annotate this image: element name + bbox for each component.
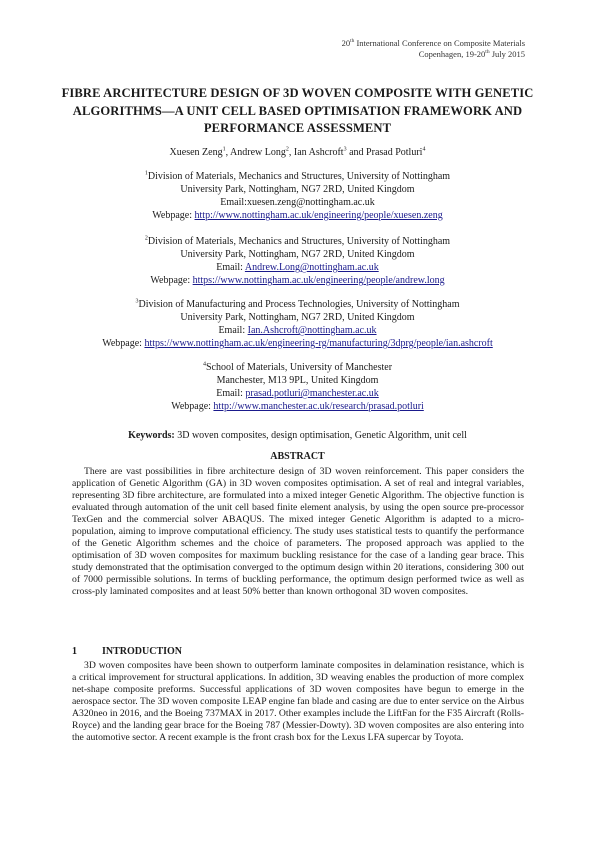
affiliation-email-line xyxy=(40,261,555,274)
affiliation-division xyxy=(40,361,555,374)
affiliation-block xyxy=(40,235,555,287)
webpage-label: Webpage: xyxy=(152,210,195,221)
abstract-heading: ABSTRACT xyxy=(270,451,325,462)
affiliation-division-text: School of Materials, University of Manchester xyxy=(205,362,393,373)
email-link[interactable]: prasad.potluri@manchester.ac.uk xyxy=(245,388,379,399)
author-affiliation-mark: 1 xyxy=(222,146,226,153)
affiliation-division xyxy=(40,298,555,311)
affiliation-division-text: Division of Materials, Mechanics and Structures, University of Nottingham xyxy=(147,171,451,182)
author-name: Ian Ashcroft xyxy=(293,147,344,158)
affiliation-webpage-line xyxy=(40,400,555,413)
location-dates: Copenhagen, 19-20 xyxy=(418,49,486,59)
affiliation-address: University Park, Nottingham, NG7 2RD, United Kingdom xyxy=(180,312,415,323)
section-title: INTRODUCTION xyxy=(102,646,183,657)
author-affiliation-mark: 4 xyxy=(422,146,426,153)
affiliation-division-text: Division of Materials, Mechanics and Structures, University of Nottingham xyxy=(147,236,451,247)
affiliation-email-line xyxy=(40,324,555,337)
running-header xyxy=(342,38,525,60)
keywords-text: 3D woven composites, design optimisation, Genetic Algorithm, unit cell xyxy=(174,430,467,441)
conference-name-line xyxy=(342,38,525,49)
email-link[interactable]: Ian.Ashcroft@nottingham.ac.uk xyxy=(247,325,377,336)
author-list xyxy=(40,147,555,159)
keywords-line xyxy=(40,430,555,442)
webpage-label: Webpage: xyxy=(171,401,214,412)
webpage-link[interactable]: http://www.nottingham.ac.uk/engineering/people/xuesen.zeng xyxy=(194,210,443,221)
abstract-paragraph: There are vast possibilities in fibre architecture design of 3D woven reinforcement. This paper considers the application of Genetic Algorithm (GA) in 3D woven composites optimisation. A set of real and integral variables, representing 3D fibre architecture, are formulated into a mixed integer Genetic Algorithm. The objective function is evaluated through automation of the unit cell based finite element analysis, by using the open source pre-processor TexGen and the commercial solver ABAQUS. The mixed integer Genetic Algorithm is adapted to a micro-population, aiming to improve computational efficiency. The study uses statistical tests to quantify the performance of the Genetic Algorithm schemes and the choice of parameters. The proposed approach was applied to the optimisation of 3D woven composites for maximum buckling resistance for the case of a landing gear brace. This study demonstrated that the optimisation converged to the optimum design within 20 iterations, considering 300 out of 7000 permissible solutions. In terms of buckling performance, the optimum design performed twice as well as cross-ply laminated composites and at least 50% better than known orthogonal 3D woven composites. xyxy=(72,466,524,598)
author-name: Andrew Long xyxy=(230,147,286,158)
author-separator: , xyxy=(225,147,231,158)
affiliation-block xyxy=(40,361,555,413)
affiliation-email-line xyxy=(40,387,555,400)
location-dates-month: July 2015 xyxy=(491,49,525,59)
author-name: Xuesen Zeng xyxy=(169,147,223,158)
paper-title: FIBRE ARCHITECTURE DESIGN OF 3D WOVEN COMPOSITE WITH GENETIC ALGORITHMS—A UNIT CELL BASED OPTIMISATION FRAMEWORK AND PERFORMANCE ASSESSMENT xyxy=(61,86,534,135)
webpage-link[interactable]: https://www.nottingham.ac.uk/engineering/people/andrew.long xyxy=(192,275,445,286)
section-number: 1 xyxy=(72,646,77,657)
webpage-link[interactable]: http://www.manchester.ac.uk/research/prasad.potluri xyxy=(213,401,424,412)
author-affiliation-mark: 3 xyxy=(343,146,347,153)
email-label: Email: xyxy=(218,325,248,336)
affiliation-webpage-line xyxy=(40,209,555,222)
introduction-body xyxy=(72,660,524,744)
author-separator: and xyxy=(346,147,367,158)
abstract-body xyxy=(72,466,524,599)
affiliation-webpage-line xyxy=(40,337,555,350)
affiliation-mark: 3 xyxy=(135,298,139,305)
affiliation-division xyxy=(40,170,555,183)
affiliation-block xyxy=(40,298,555,350)
affiliation-mark: 4 xyxy=(202,361,206,368)
affiliation-address: University Park, Nottingham, NG7 2RD, United Kingdom xyxy=(180,184,415,195)
webpage-link[interactable]: https://www.nottingham.ac.uk/engineering-rg/manufacturing/3dprg/people/ian.ashcroft xyxy=(144,338,493,349)
conference-ordinal: 20 xyxy=(341,38,351,48)
section-heading-introduction xyxy=(72,646,182,658)
author-name: Prasad Potluri xyxy=(366,147,423,158)
webpage-label: Webpage: xyxy=(102,338,145,349)
affiliation-division-text: Division of Manufacturing and Process Technologies, University of Nottingham xyxy=(138,299,460,310)
author-affiliation-mark: 2 xyxy=(285,146,289,153)
affiliation-email-line xyxy=(40,196,555,209)
email-label: Email: xyxy=(220,197,247,208)
email-link[interactable]: Andrew.Long@nottingham.ac.uk xyxy=(244,262,379,273)
affiliation-mark: 1 xyxy=(144,170,148,177)
affiliation-mark: 2 xyxy=(144,235,148,242)
email-label: Email: xyxy=(216,262,245,273)
conference-ordinal-suffix: th xyxy=(350,38,355,45)
affiliation-block xyxy=(40,170,555,222)
affiliation-division xyxy=(40,235,555,248)
affiliation-address: University Park, Nottingham, NG7 2RD, United Kingdom xyxy=(180,249,415,260)
location-dates-suffix: th xyxy=(485,49,490,56)
conference-location-line xyxy=(342,49,525,60)
conference-name: International Conference on Composite Materials xyxy=(356,38,525,48)
author-separator: , xyxy=(288,147,294,158)
affiliation-address: Manchester, M13 9PL, United Kingdom xyxy=(216,375,379,386)
email-label: Email: xyxy=(216,388,246,399)
keywords-label: Keywords: xyxy=(128,430,175,441)
introduction-paragraph: 3D woven composites have been shown to outperform laminate composites in delamination resistance, which is a critical improvement for structural applications. In addition, 3D weaving enables the production of more complex net-shape composite preforms. Successful applications of 3D woven composites have begun to emerge in the aerospace sector. The 3D woven composite LEAP engine fan blade and casing are due to enter service on the Airbus A320neo in 2016, and the Boeing 737MAX in 2017. Other examples include the LiftFan for the F35 Aircraft (Rolls-Royce) and the landing gear brace for the Boeing 787 (Messier-Dowty). 3D woven composites are also entering into the automotive sector. A recent example is the front crash box for the Lexus LFA supercar by Toyota. xyxy=(72,660,525,744)
email-address: xuesen.zeng@nottingham.ac.uk xyxy=(246,197,375,208)
webpage-label: Webpage: xyxy=(150,275,193,286)
affiliation-webpage-line xyxy=(40,274,555,287)
